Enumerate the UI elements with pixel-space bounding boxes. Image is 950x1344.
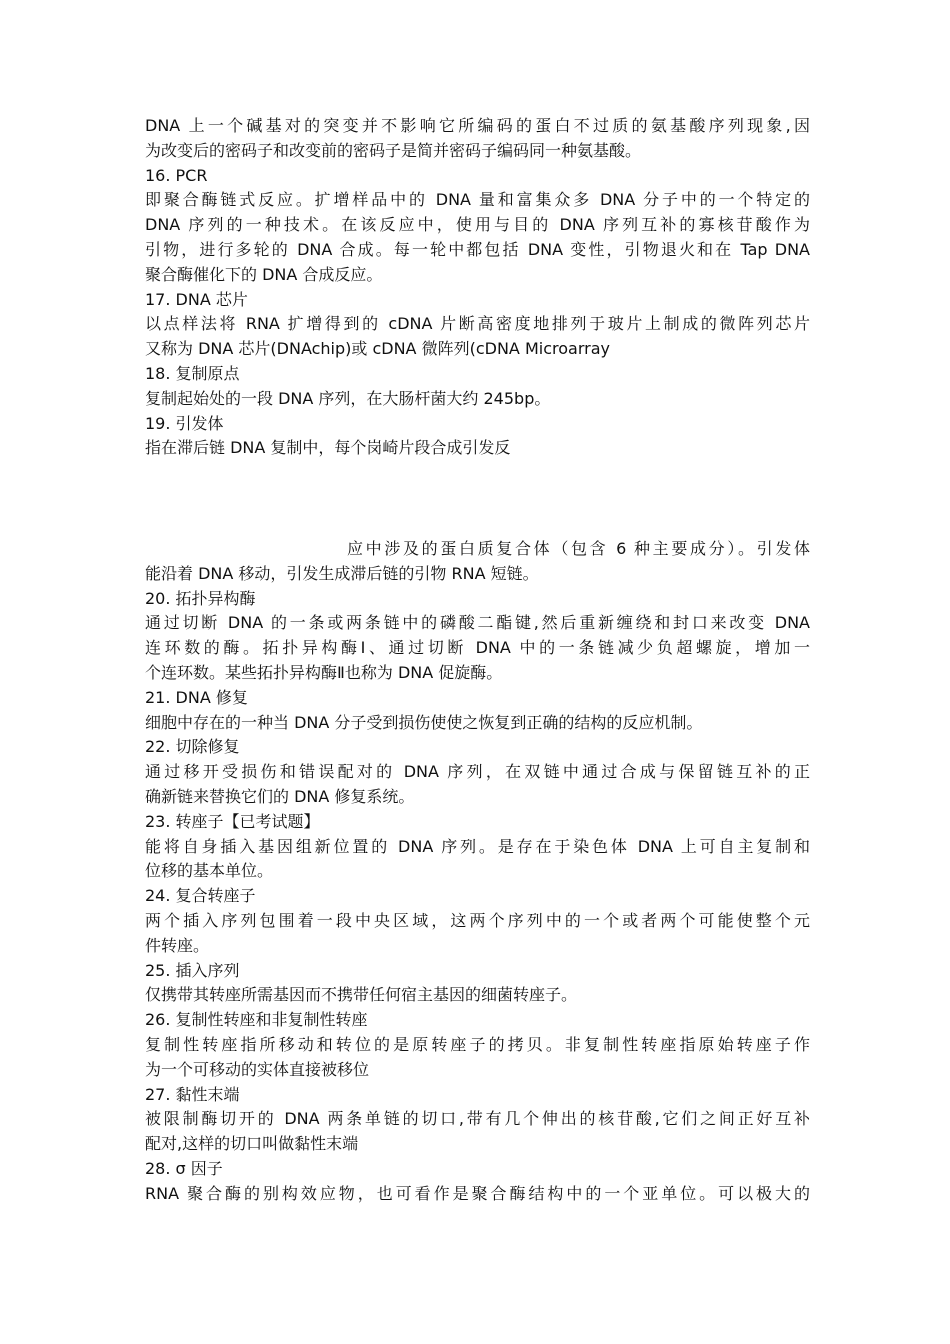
term-heading: 19. 引发体 [145,413,224,433]
term-heading: 28. σ 因子 [145,1158,223,1178]
text-line: 引物，进行多轮的 DNA 合成。每一轮中都包括 DNA 变性，引物退火和在 Tap DNA [145,239,810,259]
text-block-bottom [145,537,810,1207]
text-block-top [145,114,810,461]
text-line: 为改变后的密码子和改变前的密码子是简并密码子编码同一种氨基酸。 [145,140,642,160]
text-line: 连环数的酶。拓扑异构酶Ⅰ、通过切断 DNA 中的一条链减少负超螺旋，增加一 [145,638,810,658]
text-line: 复制性转座指所移动和转位的是原转座子的拷贝。非复制性转座指原始转座子作 [145,1034,810,1054]
text-line: 确新链来替换它们的 DNA 修复系统。 [145,786,415,806]
term-heading: 20. 拓扑异构酶 [145,588,256,608]
text-line: 细胞中存在的一种当 DNA 分子受到损伤使使之恢复到正确的结构的反应机制。 [145,712,703,732]
text-line: DNA 上一个碱基对的突变并不影响它所编码的蛋白不过质的氨基酸序列现象,因 [145,116,810,135]
text-line: 仅携带其转座所需基因而不携带任何宿主基因的细菌转座子。 [145,985,578,1005]
term-heading: 26. 复制性转座和非复制性转座 [145,1010,368,1030]
term-heading: 16. PCR [145,165,208,185]
term-heading: 23. 转座子【已考试题】 [145,811,320,831]
term-heading: 17. DNA 芯片 [145,289,248,309]
text-line: 两个插入序列包围着一段中央区域，这两个序列中的一个或者两个可能使整个元 [145,910,810,930]
term-heading: 27. 黏性末端 [145,1084,240,1104]
text-line: 又称为 DNA 芯片(DNAchip)或 cDNA 微阵列(cDNA Microarray [145,339,610,359]
text-line: RNA 聚合酶的别构效应物，也可看作是聚合酶结构中的一个亚单位。可以极大的 [145,1183,810,1203]
text-line: 聚合酶催化下的 DNA 合成反应。 [145,264,383,284]
text-line: 配对,这样的切口叫做黏性末端 [145,1134,359,1154]
text-line: 被限制酶切开的 DNA 两条单链的切口,带有几个伸出的核苷酸,它们之间正好互补 [145,1109,810,1129]
term-heading: 21. DNA 修复 [145,687,248,707]
term-heading: 24. 复合转座子 [145,886,256,906]
text-line: 能沿着 DNA 移动，引发生成滞后链的引物 RNA 短链。 [145,563,539,583]
text-line: 指在滞后链 DNA 复制中，每个岗崎片段合成引发反 [145,438,511,458]
text-line: 通过切断 DNA 的一条或两条链中的磷酸二酯键,然后重新缠绕和封口来改变 DNA [145,613,810,633]
text-line: DNA 序列的一种技术。在该反应中，使用与目的 DNA 序列互补的寡核苷酸作为 [145,215,810,235]
text-line: 通过移开受损伤和错误配对的 DNA 序列，在双链中通过合成与保留链互补的正 [145,762,810,782]
text-line: 即聚合酶链式反应。扩增样品中的 DNA 量和富集众多 DNA 分子中的一个特定的 [145,190,810,210]
text-line: 复制起始处的一段 DNA 序列，在大肠杆菌大约 245bp。 [145,388,551,408]
term-heading: 22. 切除修复 [145,737,240,757]
text-line: 应中涉及的蛋白质复合体（包含 6 种主要成分）。引发体 [347,539,810,558]
text-line: 能将自身插入基因组新位置的 DNA 序列。是存在于染色体 DNA 上可自主复制和 [145,836,810,856]
text-line: 个连环数。某些拓扑异构酶Ⅱ也称为 DNA 促旋酶。 [145,662,503,682]
term-heading: 25. 插入序列 [145,960,240,980]
term-heading: 18. 复制原点 [145,363,240,383]
text-line: 件转座。 [145,935,210,955]
text-line: 为一个可移动的实体直接被移位 [145,1059,370,1079]
text-line: 位移的基本单位。 [145,861,274,881]
text-line: 以点样法将 RNA 扩增得到的 cDNA 片断高密度地排列于玻片上制成的微阵列芯片 [145,314,810,334]
